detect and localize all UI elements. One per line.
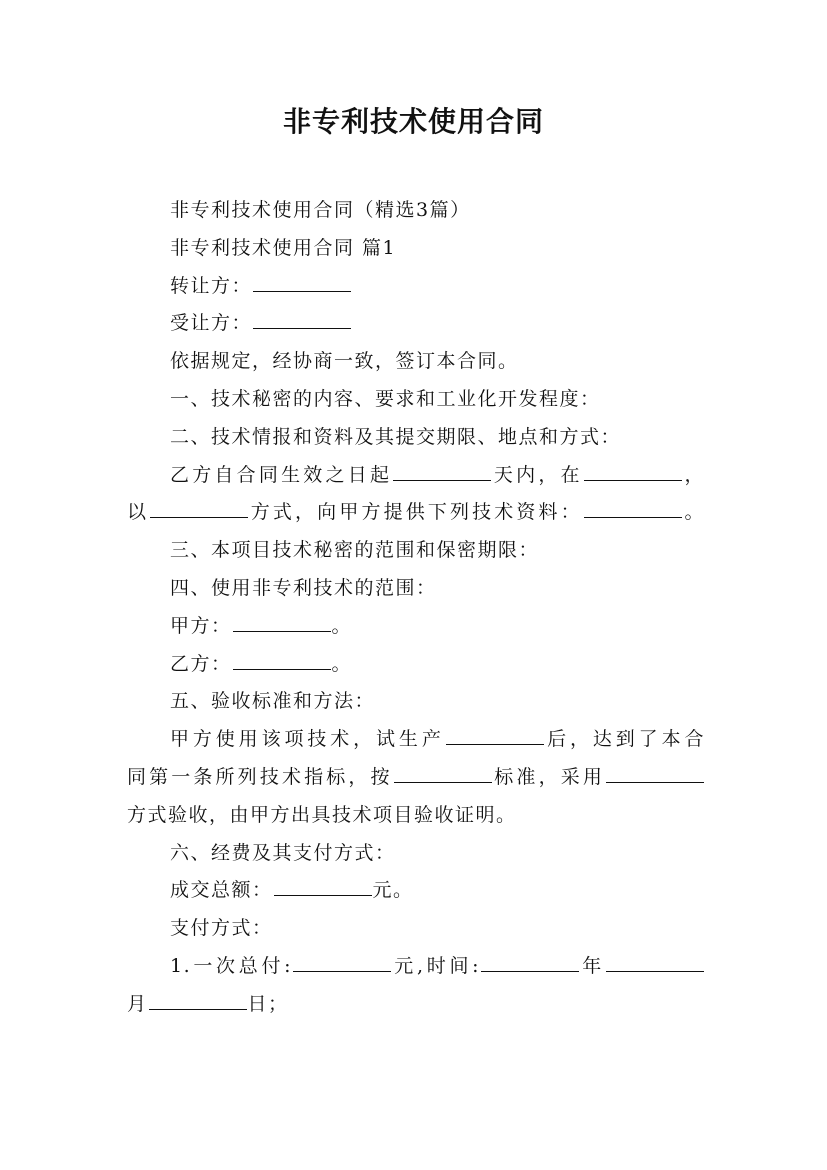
payment-item-1-line-1	[127, 948, 705, 986]
lump-sum-blank	[293, 953, 391, 972]
clause-1-heading: 一、技术秘密的内容、要求和工业化开发程度：	[170, 387, 601, 410]
paragraph-part-heading: 非专利技术使用合同 篇1	[170, 236, 397, 259]
party-b-scope	[127, 646, 705, 684]
transferee-label: 受让方：	[170, 312, 253, 335]
transferor-blank	[253, 273, 351, 292]
text-segment: 甲方使用该项技术，试生产	[170, 728, 445, 751]
party-b-label: 乙方：	[170, 652, 232, 675]
payment-item-1-line-2	[127, 986, 705, 1024]
acceptance-method-blank	[606, 764, 704, 783]
text-segment: 同第一条所列技术指标，按	[127, 765, 393, 788]
text-segment: 年	[580, 954, 605, 977]
text-segment: 乙方自合同生效之日起	[170, 463, 393, 486]
paragraph-subtitle: 非专利技术使用合同（精选3篇）	[170, 199, 471, 221]
text-segment: 日；	[247, 992, 289, 1015]
clause-2-text-line-2	[127, 494, 705, 532]
total-amount-label: 成交总额：	[170, 879, 273, 902]
transferor-label: 转让方：	[170, 274, 253, 297]
clause-5-text-line-3: 方式验收，由甲方出具技术项目验收证明。	[127, 803, 517, 826]
text-segment: 以	[127, 501, 150, 524]
clause-6-heading: 六、经费及其支付方式：	[170, 841, 396, 864]
text-segment: 天内，在	[492, 463, 583, 486]
days-blank	[393, 462, 491, 481]
text-segment: 1.一次总付:	[170, 954, 293, 977]
clause-2-text-line-1	[127, 457, 705, 495]
transferee-blank	[253, 310, 351, 329]
trial-blank	[446, 726, 544, 745]
clause-2-heading: 二、技术情报和资料及其提交期限、地点和方式：	[170, 425, 622, 448]
text-segment: 后，达到了本合	[544, 728, 705, 751]
clause-5-heading: 五、验收标准和方法：	[170, 690, 376, 713]
clause-3-heading: 三、本项目技术秘密的范围和保密期限：	[170, 539, 540, 562]
party-b-blank	[233, 651, 331, 670]
month-blank	[606, 953, 704, 972]
document-body	[127, 192, 705, 1024]
total-amount	[127, 872, 705, 910]
paragraph-preamble: 依据规定，经协商一致，签订本合同。	[170, 350, 519, 373]
standard-blank	[394, 764, 492, 783]
text-segment: 标准，采用	[492, 765, 605, 788]
text-segment: 。	[331, 614, 353, 637]
party-a-blank	[233, 613, 331, 632]
clause-4-heading: 四、使用非专利技术的范围：	[170, 576, 437, 599]
day-blank	[149, 991, 247, 1010]
place-blank	[584, 462, 682, 481]
text-segment: 方式，向甲方提供下列技术资料：	[249, 501, 583, 524]
party-a-scope	[127, 608, 705, 646]
text-segment: 月	[127, 992, 148, 1015]
year-blank	[481, 953, 579, 972]
text-segment: ，	[682, 463, 705, 486]
party-a-label: 甲方：	[170, 614, 232, 637]
text-segment: 。	[331, 652, 353, 675]
materials-blank	[584, 499, 682, 518]
text-segment: 。	[682, 501, 705, 524]
text-segment: 元。	[372, 879, 414, 902]
total-amount-blank	[274, 877, 372, 896]
clause-5-text-line-1	[127, 721, 705, 759]
text-segment: 元,时间:	[392, 954, 481, 977]
method-blank	[150, 499, 248, 518]
payment-method-label: 支付方式：	[170, 917, 273, 940]
paragraph-transferor	[127, 268, 705, 306]
document-title: 非专利技术使用合同	[282, 105, 544, 138]
paragraph-transferee	[127, 305, 705, 343]
clause-5-text-line-2	[127, 759, 705, 797]
